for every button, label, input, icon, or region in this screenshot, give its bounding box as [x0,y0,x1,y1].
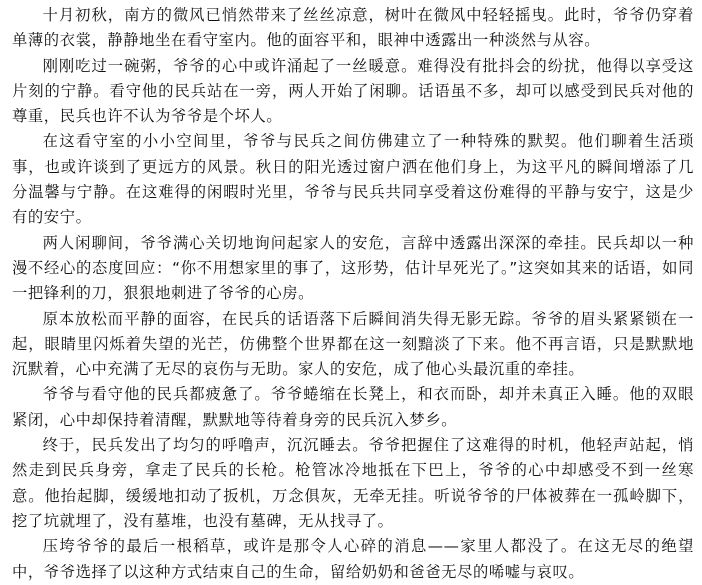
paragraph-5: 原本放松而平静的面容，在民兵的话语落下后瞬间消失得无影无踪。爷爷的眉头紧紧锁在一起，眼睛里闪烁着失望的光芒，仿佛整个世界都在这一刻黯淡了下来。他不再言语，只是默默地沉默着，心中充满了无尽的哀伤与无助。家人的安危，成了他心头最沉重的牵挂。 [12,309,694,379]
paragraph-4: 两人闲聊间，爷爷满心关切地询问起家人的安危，言辞中透露出深深的牵挂。民兵却以一种漫不经心的态度回应：“你不用想家里的事了，这形势，估计早死光了。”这突如其来的话语，如同一把锋利的刀，狠狠地刺进了爷爷的心房。 [12,233,694,303]
article-body [12,0,694,585]
paragraph-8: 压垮爷爷的最后一根稻草，或许是那令人心碎的消息——家里人都没了。在这无尽的绝望中，爷爷选择了以这种方式结束自己的生命，留给奶奶和爸爸无尽的唏嘘与哀叹。 [12,537,694,581]
paragraph-6: 爷爷与看守他的民兵都疲惫了。爷爷蜷缩在长凳上，和衣而卧，却并未真正入睡。他的双眼紧闭，心中却保持着清醒，默默地等待着身旁的民兵沉入梦乡。 [12,385,694,429]
paragraph-3: 在这看守室的小小空间里，爷爷与民兵之间仿佛建立了一种特殊的默契。他们聊着生活琐事，也或许谈到了更远方的风景。秋日的阳光透过窗户洒在他们身上，为这平凡的瞬间增添了几分温馨与宁静。在这难得的闲暇时光里，爷爷与民兵共同享受着这份难得的平静与安宁，这是少有的安宁。 [12,132,694,227]
paragraph-7: 终于，民兵发出了均匀的呼噜声，沉沉睡去。爷爷把握住了这难得的时机，他轻声站起，悄然走到民兵身旁，拿走了民兵的长枪。枪管冰冷地抵在下巴上，爷爷的心中却感受不到一丝寒意。他抬起脚，缓缓地扣动了扳机，万念俱灰，无牵无挂。听说爷爷的尸体被葬在一孤岭脚下，挖了坑就埋了，没有墓堆，也没有墓碑，无从找寻了。 [12,436,694,530]
paragraph-2: 刚刚吃过一碗粥，爷爷的心中或许涌起了一丝暖意。难得没有批抖会的纷扰，他得以享受这片刻的宁静。看守他的民兵站在一旁，两人开始了闲聊。话语虽不多，却可以感受到民兵对他的尊重，民兵也许不认为爷爷是个坏人。 [12,56,694,126]
paragraph-1: 十月初秋，南方的微风已悄然带来了丝丝凉意，树叶在微风中轻轻摇曳。此时，爷爷仍穿着单薄的衣裳，静静地坐在看守室内。他的面容平和，眼神中透露出一种淡然与从容。 [12,6,694,50]
